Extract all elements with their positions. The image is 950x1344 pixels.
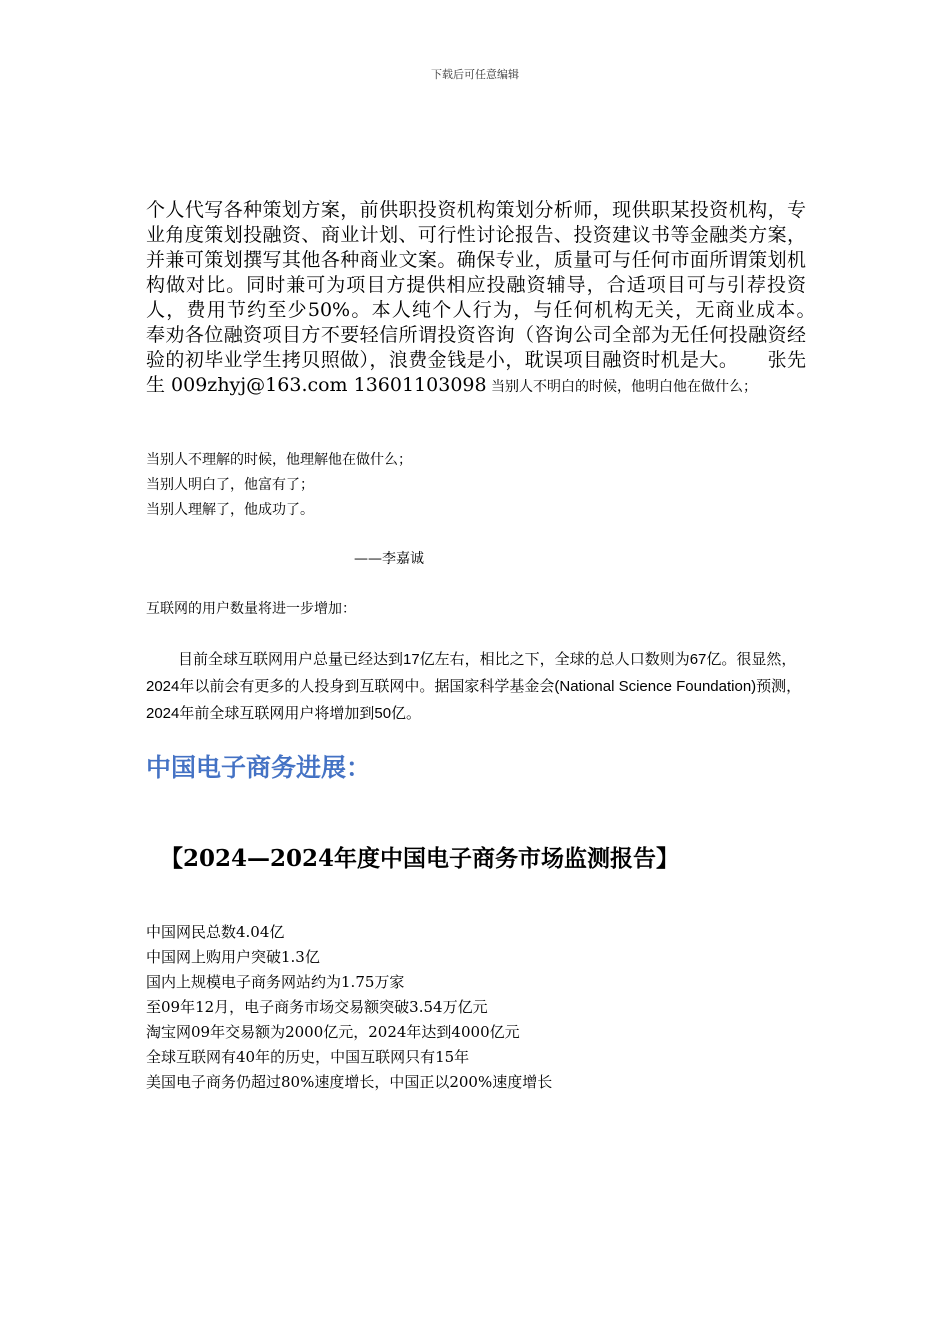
section-label: 互联网的用户数量将进一步增加： [146, 601, 356, 617]
fact-item: 中国网上购用户突破1.3亿 [146, 948, 320, 966]
fact-item: 全球互联网有40年的历史，中国互联网只有15年 [146, 1048, 470, 1066]
quote-line-2: 当别人明白了，他富有了； [146, 477, 314, 493]
intro-main-text: 个人代写各种策划方案，前供职投资机构策划分析师，现供职某投资机构，专业角度策划投融资、商业计划、可行性讨论报告、投资建议书等金融类方案，并兼可策划撰写其他各种商业文案。确保专业，质量可与任何市面所谓策划机构做对比。同时兼可为项目方提供相应投融资辅导，合适项目可与引荐投资人，费用节约至少50%。本人纯个人行为，与任何机构无关，无商业成本。 奉劝各位融资项目方不要轻信所谓投资咨询（咨询公司全部为无任何投融资经验的初毕业学生拷贝照做），浪费金钱是小，耽误项目融资时机是大。 张先生 009zhyj@163.com 13601103098 [146, 199, 845, 396]
fact-item: 至09年12月，电子商务市场交易额突破3.54万亿元 [146, 998, 488, 1016]
fact-item: 中国网民总数4.04亿 [146, 923, 285, 941]
facts-list [146, 920, 552, 1095]
section-heading: 中国电子商务进展： [146, 753, 372, 782]
fact-item: 国内上规模电子商务网站约为1.75万家 [146, 973, 405, 991]
quote-line-3: 当别人理解了，他成功了。 [146, 502, 314, 518]
page-header-note: 下载后可任意编辑 [431, 68, 519, 81]
intro-paragraph [146, 198, 845, 400]
quote-attribution: ——李嘉诚 [354, 551, 424, 567]
quote-line-1: 当别人不理解的时候，他理解他在做什么； [146, 452, 412, 468]
stats-paragraph: 目前全球互联网用户总量已经达到17亿左右，相比之下，全球的总人口数则为67亿。很显然，2024年以前会有更多的人投身到互联网中。据国家科学基金会(National Science Foundation)预测，2024年前全球互联网用户将增加到50亿。 [146, 651, 802, 722]
fact-item: 淘宝网09年交易额为2000亿元，2024年达到4000亿元 [146, 1023, 520, 1041]
fact-item: 美国电子商务仍超过80%速度增长，中国正以200%速度增长 [146, 1073, 553, 1091]
intro-tail-text: 当别人不明白的时候，他明白他在做什么； [486, 379, 758, 395]
report-title: 【2024—2024年度中国电子商务市场监测报告】 [160, 845, 680, 872]
